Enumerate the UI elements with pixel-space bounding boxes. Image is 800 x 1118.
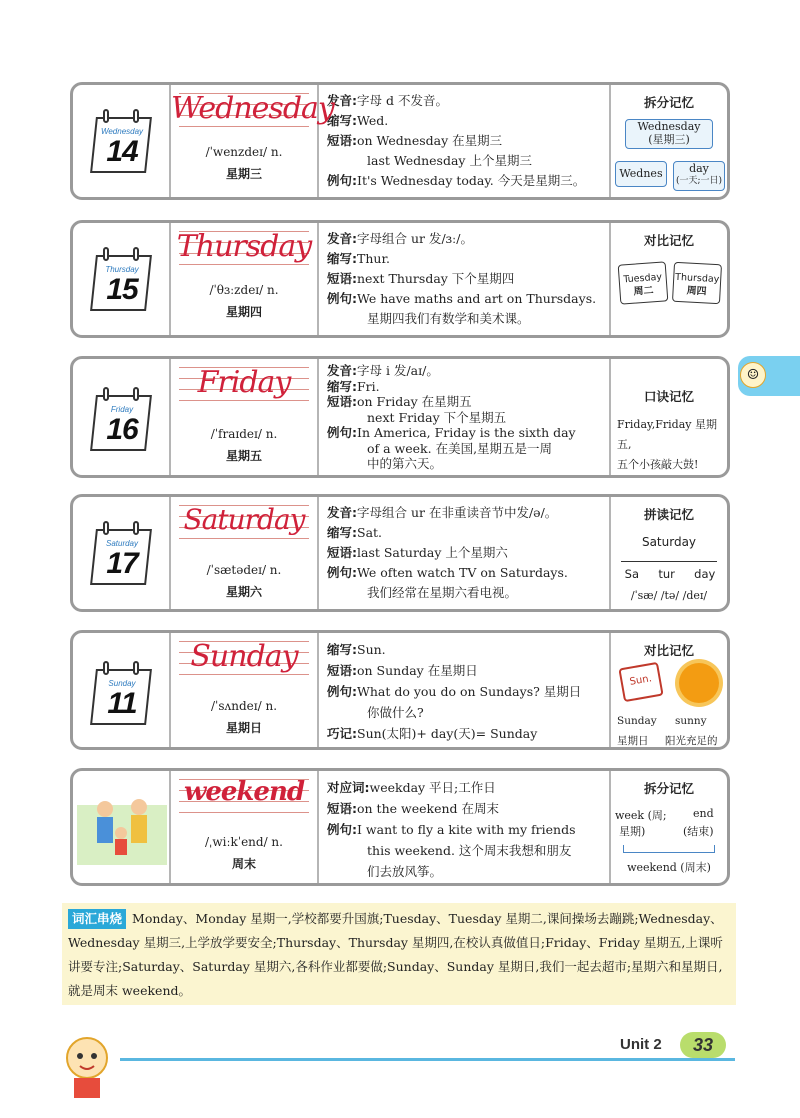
memory-title: 拼读记忆 xyxy=(643,507,694,522)
split-box-top: Wednesday (星期三) xyxy=(625,119,713,149)
vocab-word: Sunday xyxy=(190,639,298,674)
calendar-icon: Friday 16 xyxy=(91,387,151,451)
side-tab xyxy=(738,356,800,396)
calendar-card-left: Tuesday 周二 xyxy=(618,261,669,304)
vocab-card-wednesday: Wednesday 14 Wednesday /ˈwenzdeɪ/ n. 星期三 发音: 字母 d 不发音。 缩写: Wed. 短语: on Wednesday 在星期三 last Wednesday 上个星期三 例句: It's Wednesday today. 今天是星期三。 拆分记忆 Wednesday (星期三) Wednes day (一天;一日) xyxy=(70,82,730,200)
meaning: 周末 xyxy=(231,857,256,871)
vocab-word: Saturday xyxy=(183,503,305,536)
family-picture-icon xyxy=(77,785,167,875)
phonetic: /ˌwiːkˈend/ n. xyxy=(205,835,283,849)
phonetic: /ˈsʌndeɪ/ n. xyxy=(210,699,278,713)
vocab-card-sunday: Sunday 11 Sunday /ˈsʌndeɪ/ n. 星期日 缩写: Sun. 短语: on Sunday 在星期日 例句: What do you do on Sundays? 星期日 你做什么? 巧记: Sun(太阳)+ day(天)= Sunday 对比记忆 Sun. Sunday sunny 星期日 阳光充足的 xyxy=(70,630,730,750)
vocab-card-saturday: Saturday 17 Saturday /ˈsætədeɪ/ n. 星期六 发音: 字母组合 ur 在非重读音节中发/ə/。 缩写: Sat. 短语: last Saturday 上个星期六 例句: We often watch TV on Saturdays. 我们经常在星期六看电视。 拼读记忆 Saturday Sa tur day /ˈsæ/ /tə/ /deɪ/ xyxy=(70,494,730,612)
vocab-card-weekend: weekend /ˌwiːkˈend/ n. 周末 对应词: weekday 平日;工作日 短语: on the weekend 在周末 例句: I want to fly a kite with my friends this weekend. 这个周末我想和朋友 们去放风筝。 拆分记忆 week (周; end 星期) (结束) weekend (周末) xyxy=(70,768,730,886)
meaning: 星期四 xyxy=(225,305,262,319)
meaning: 星期五 xyxy=(225,449,262,463)
summary-label: 词汇串烧 xyxy=(68,909,126,929)
phonetic: /ˈfraɪdeɪ/ n. xyxy=(210,427,278,441)
memory-title: 对比记忆 xyxy=(643,643,694,658)
memory-title: 口诀记忆 xyxy=(643,389,694,404)
phonetic: /ˈwenzdeɪ/ n. xyxy=(205,145,283,159)
page-number: 33 xyxy=(680,1032,726,1058)
meaning: 星期三 xyxy=(225,167,262,181)
vocab-word: Thursday xyxy=(176,229,312,264)
vocab-card-friday: Friday 16 Friday /ˈfraɪdeɪ/ n. 星期五 发音: 字母 i 发/aɪ/。 缩写: Fri. 短语: on Friday 在星期五 next Friday 下个星期五 例句: In America, Friday is the sixth day of a week. 在美国,星期五是一周 中的第六天。 口诀记忆 Friday,Friday 星期五, 五个小孩敲大鼓! xyxy=(70,356,730,478)
phonetic: /ˈsætədeɪ/ n. xyxy=(206,563,282,577)
calendar-icon: Saturday 17 xyxy=(91,521,151,585)
summary-text: Monday、Monday 星期一,学校都要升国旗;Tuesday、Tuesday 星期二,课间操场去蹦跳;Wednesday、Wednesday 星期三,上学放学要安全;Thursday、Thursday 星期四,在校认真做值日;Friday、Friday 星期五,上课听讲要专注;Saturday、Saturday 星期六,各科作业都要做;Sunday、Sunday 星期日,我们一起去超市;星期六和星期日,就是周末 weekend。 xyxy=(68,911,723,998)
vocab-word: Friday xyxy=(197,365,291,400)
vocab-card-thursday: Thursday 15 Thursday /ˈθɜːzdeɪ/ n. 星期四 发音: 字母组合 ur 发/ɜː/。 缩写: Thur. 短语: next Thursday 下个星期四 例句: We have maths and art on Thursdays. 星期四我们有数学和美术课。 对比记忆 Tuesday 周二 Thursday 周四 xyxy=(70,220,730,338)
calendar-icon: Sunday 11 xyxy=(91,661,151,725)
mascot-icon: ☺ xyxy=(740,362,766,388)
calendar-icon: Thursday 15 xyxy=(91,247,151,311)
memory-title: 对比记忆 xyxy=(643,233,694,248)
vocab-word: Wednesday xyxy=(171,91,334,126)
vocab-word: weekend xyxy=(183,777,305,807)
meaning: 星期六 xyxy=(225,585,262,599)
memory-title: 拆分记忆 xyxy=(643,781,694,796)
memory-title: 拆分记忆 xyxy=(643,95,694,110)
calendar-icon: Wednesday 14 xyxy=(91,109,151,173)
vocab-summary xyxy=(62,903,736,1005)
split-box-right: day (一天;一日) xyxy=(673,161,725,191)
mascot-icon xyxy=(52,1030,122,1100)
split-box-left: Wednes xyxy=(615,161,667,187)
sun-icon xyxy=(679,663,719,703)
calendar-sun-icon: Sun. xyxy=(618,662,663,702)
unit-label: Unit 2 xyxy=(620,1036,662,1053)
footer-line xyxy=(120,1058,735,1061)
phonetic: /ˈθɜːzdeɪ/ n. xyxy=(209,283,279,297)
rhyme-text: Friday,Friday 星期五, 五个小孩敲大鼓! xyxy=(617,418,717,471)
calendar-card-right: Thursday 周四 xyxy=(672,262,722,304)
meaning: 星期日 xyxy=(225,721,262,735)
